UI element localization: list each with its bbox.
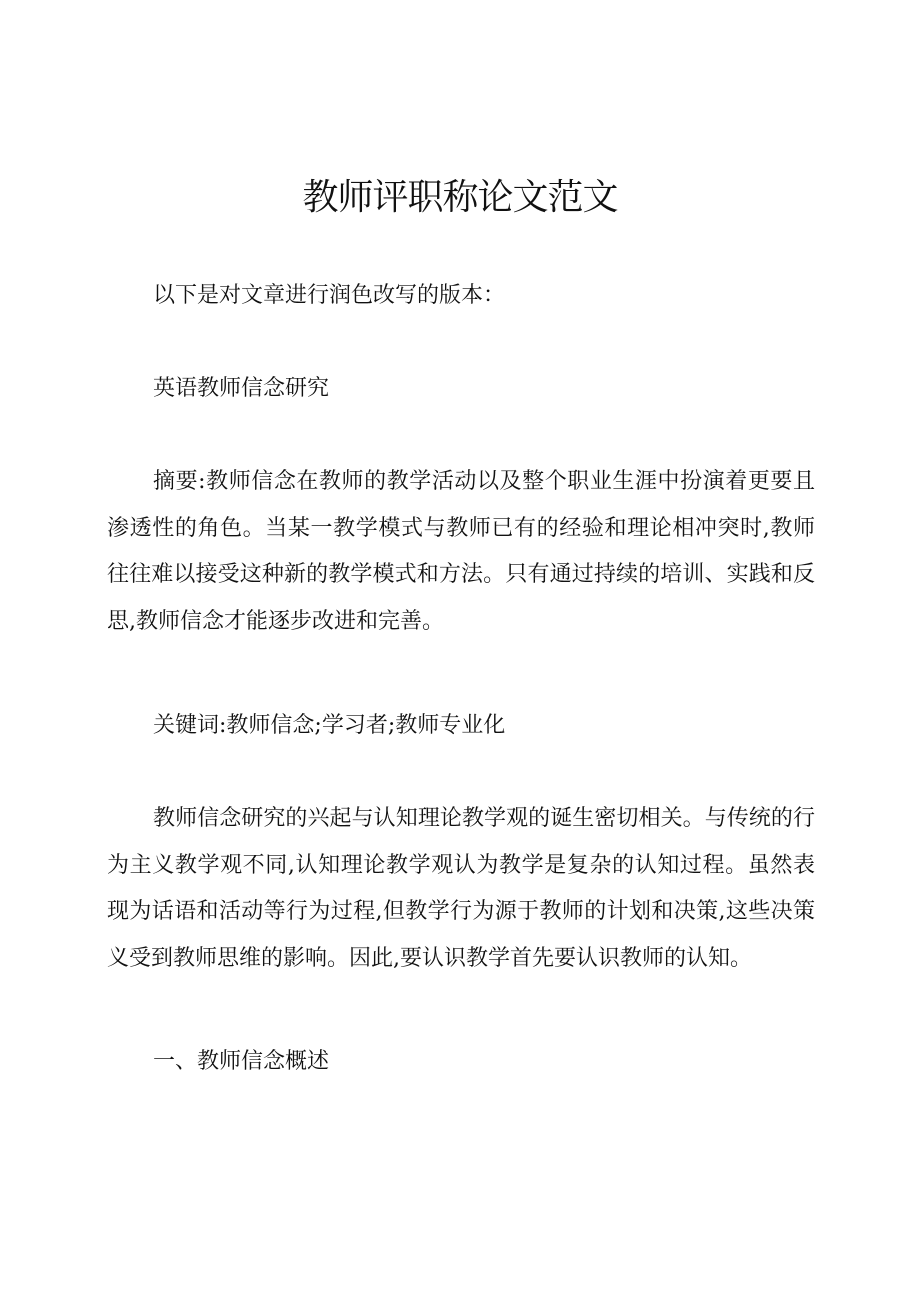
keywords-paragraph: 关键词:教师信念;学习者;教师专业化 bbox=[153, 713, 506, 738]
article-title: 英语教师信念研究 bbox=[153, 376, 330, 401]
abstract-paragraph: 摘要:教师信念在教师的教学活动以及整个职业生涯中扮演着更要且渗透性的角色。当某一教学模式与教师已有的经验和理论相冲突时,教师往往难以接受这种新的教学模式和方法。只有通过持续的培训、实践和反思,教师信念才能逐步改进和完善。 bbox=[107, 469, 815, 634]
body-paragraph: 教师信念研究的兴起与认知理论教学观的诞生密切相关。与传统的行为主义教学观不同,认知理论教学观认为教学是复杂的认知过程。虽然表现为话语和活动等行为过程,但教学行为源于教师的计划和决策,这些决策义受到教师思维的影响。因此,要认识教学首先要认识教师的认知。 bbox=[107, 806, 815, 971]
intro-paragraph: 以下是对文章进行润色改写的版本： bbox=[153, 283, 506, 308]
document-title: 教师评职称论文范文 bbox=[302, 177, 618, 218]
section-heading: 一、教师信念概述 bbox=[153, 1049, 330, 1074]
